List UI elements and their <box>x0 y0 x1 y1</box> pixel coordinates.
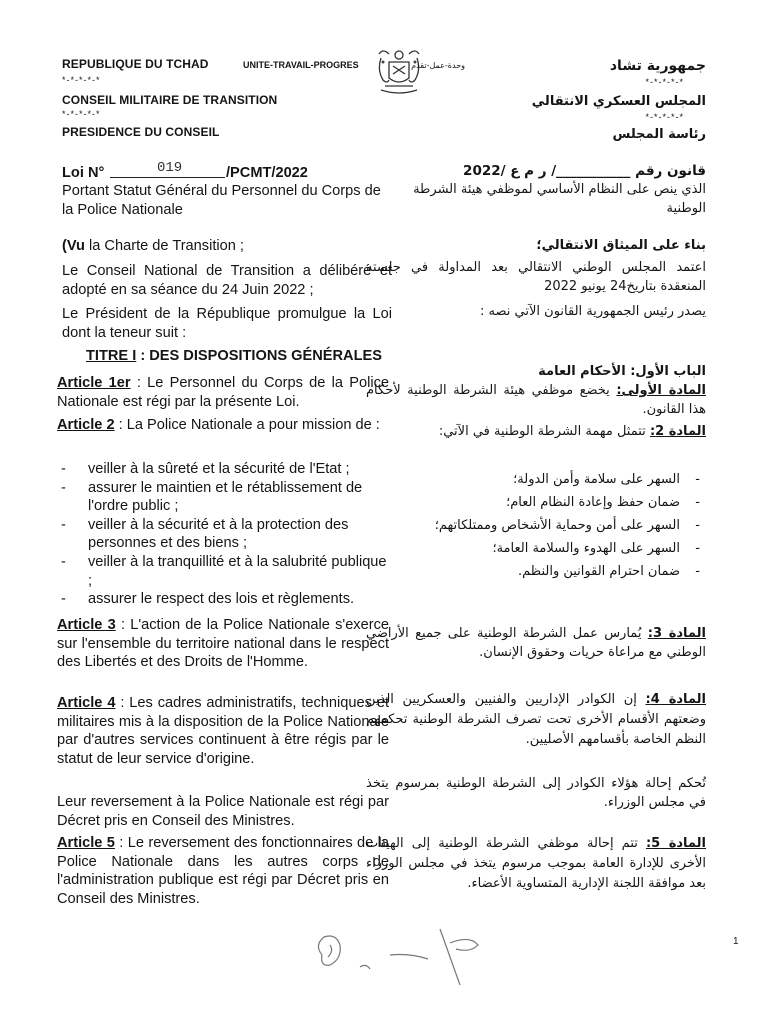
law-number-line <box>110 177 225 178</box>
page-number: 1 <box>733 936 739 947</box>
list-item: - السهر على الهدوء والسلامة العامة؛ <box>386 537 706 560</box>
article-3-fr <box>57 616 389 672</box>
list-item: - ضمان احترام القوانين والنظم. <box>386 560 706 583</box>
law-number-ar: قانون رقم ___________/ ر م ع /2022 <box>463 163 706 179</box>
vu-clause-ar: بناء على الميثاق الانتقالي؛ <box>536 238 706 253</box>
list-item: - assurer le maintien et le rétablissement de l'ordre public ; <box>57 479 391 516</box>
motto-ar: وحدة-عمل-تقدم <box>411 61 465 70</box>
separator-stars: *-*-*-*-* <box>62 75 101 85</box>
list-item: - ضمان حفظ وإعادة النظام العام؛ <box>386 491 706 514</box>
law-number-value: 019 <box>157 160 183 176</box>
article-5-label: المادة 5: <box>645 836 706 851</box>
article-4-label: المادة 4: <box>645 692 706 707</box>
separator-stars: *-*-*-*-* <box>645 77 684 87</box>
law-subject-fr: Portant Statut Général du Personnel du Corps de la Police Nationale <box>62 183 381 218</box>
article-3-label: Article 3 <box>57 617 116 633</box>
article-2-list-fr <box>57 460 391 609</box>
article-3-text: يُمارس عمل الشرطة الوطنية على جميع الأراضي الوطني مع مراعاة حريات وحقوق الإنسان. <box>366 626 706 660</box>
article-5-label: Article 5 <box>57 835 115 851</box>
law-number-label: Loi N° <box>62 165 105 181</box>
list-item: - veiller à la sécurité et à la protection des personnes et des biens ; <box>57 516 391 553</box>
article-1-label: Article 1er <box>57 375 131 391</box>
separator-stars: *-*-*-*-* <box>62 109 101 119</box>
law-subject-ar: الذي ينص على النظام الأساسي لموظفي هيئة الشرطة الوطنية <box>413 182 706 216</box>
article-2-label: المادة 2: <box>649 424 706 439</box>
title1-label: TITRE I <box>86 348 137 364</box>
promulgation-fr: Le Président de la République promulgue la Loi dont la teneur suit : <box>62 306 392 341</box>
motto-fr: UNITE-TRAVAIL-PROGRES <box>243 60 359 70</box>
article-4-ar <box>366 690 706 750</box>
article-1-text: : Le Personnel du Corps de la Police Nationale est régi par la présente Loi. <box>57 375 389 410</box>
article-4-label: Article 4 <box>57 695 116 711</box>
article-4-text: : Les cadres administratifs, techniques et militaires mis à la disposition de la Police Nationale par d'autres services continuent à être régis par le statut de leur service d'origine. <box>57 695 389 767</box>
list-item: - السهر على سلامة وأمن الدولة؛ <box>386 468 706 491</box>
article-3-text: : L'action de la Police Nationale s'exerce sur l'ensemble du territoire national dans le respect des Libertés et des Droits de l'Homme. <box>57 617 389 671</box>
article-3-label: المادة 3: <box>647 626 706 641</box>
separator-stars: *-*-*-*-* <box>645 112 684 122</box>
article-4-fr <box>57 694 389 768</box>
article-1-ar <box>366 381 706 419</box>
country-name-ar: جمهورية تشاد <box>609 58 706 74</box>
country-name-fr: REPUBLIQUE DU TCHAD <box>62 57 209 71</box>
article-1-label: المادة الأولى: <box>616 383 706 398</box>
council-name-ar: المجلس العسكري الانتقالي <box>531 94 706 109</box>
presidency-fr: PRESIDENCE DU CONSEIL <box>62 125 220 139</box>
list-item: - veiller à la tranquillité et à la salubrité publique ; <box>57 553 391 590</box>
list-item: - السهر على أمن وحماية الأشخاص وممتلكاتهم؛ <box>386 514 706 537</box>
law-number-suffix: /PCMT/2022 <box>226 165 308 181</box>
article-4-text: إن الكوادر الإداريين والفنيين والعسكريين الذين وضعتهم الأقسام الأخرى تحت تصرف الشرطة الوطنية تحكمهم النظم الخاصة بأقسامهم الأصليين. <box>366 692 706 747</box>
article-3-ar <box>366 624 706 662</box>
article-2-text: : La Police Nationale a pour mission de : <box>114 417 380 433</box>
title1-fr <box>86 348 382 364</box>
vu-lead: (Vu <box>62 238 85 254</box>
vu-text: la Charte de Transition ; <box>84 238 244 254</box>
article-5-ar <box>366 834 706 894</box>
article-4-paragraph-2-ar: تُحكم إحالة هؤلاء الكوادر إلى الشرطة الوطنية بمرسوم يتخذ في مجلس الوزراء. <box>366 776 706 810</box>
council-name-fr: CONSEIL MILITAIRE DE TRANSITION <box>62 93 278 107</box>
article-2-label: Article 2 <box>57 417 115 433</box>
cnt-clause-ar: اعتمد المجلس الوطني الانتقالي بعد المداولة في جلسته المنعقدة بتاريخ24 يونيو 2022 <box>366 260 706 294</box>
article-4-paragraph-2-fr: Leur reversement à la Police Nationale est régi par Décret pris en Conseil des Ministres. <box>57 794 389 829</box>
vu-clause-fr <box>62 237 392 256</box>
cnt-clause-fr: Le Conseil National de Transition a délibéré et adopté en sa séance du 24 Juin 2022 ; <box>62 263 392 298</box>
list-item: - assurer le respect des lois et règlements. <box>57 590 391 609</box>
article-1-fr <box>57 374 389 411</box>
article-1-text: يخضع موظفي هيئة الشرطة الوطنية لأحكام هذا القانون. <box>366 383 706 417</box>
promulgation-ar: يصدر رئيس الجمهورية القانون الآتي نصه : <box>480 304 706 319</box>
title1-text: : DES DISPOSITIONS GÉNÉRALES <box>136 348 382 364</box>
article-5-text: : Le reversement des fonctionnaires de la Police Nationale dans les autres corps de l'administration publique est régi par Décret pris en Conseil des Ministres. <box>57 835 389 907</box>
title1-ar: الباب الأول: الأحكام العامة <box>538 364 706 379</box>
article-2-ar <box>366 422 706 441</box>
handwritten-initials <box>300 915 500 995</box>
article-2-list-ar <box>386 468 706 583</box>
article-2-fr <box>57 416 389 435</box>
article-5-fr <box>57 834 389 908</box>
list-item: - veiller à la sûreté et la sécurité de l'Etat ; <box>57 460 391 479</box>
article-5-text: تتم إحالة موظفي الشرطة الوطنية إلى الهيئات الأخرى للإدارة العامة بموجب مرسوم يتخذ في مجلس الوزراء بعد موافقة اللجنة الإدارية المتساوية الأعضاء. <box>366 836 706 891</box>
presidency-ar: رئاسة المجلس <box>612 127 706 142</box>
article-2-text: تتمثل مهمة الشرطة الوطنية في الآتي: <box>438 424 650 439</box>
